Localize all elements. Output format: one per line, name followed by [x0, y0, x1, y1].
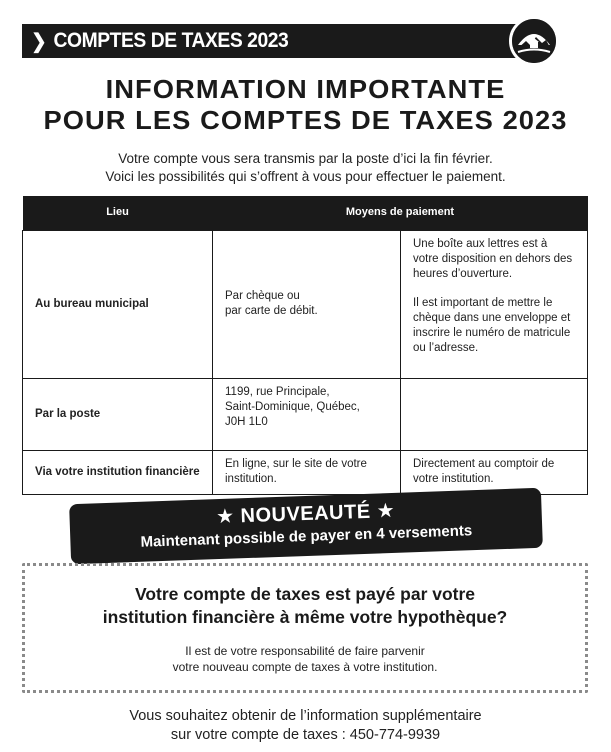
section-header-bar	[22, 24, 543, 58]
note-cell	[401, 378, 588, 450]
intro-line-2: Voici les possibilités qui s’offrent à vous pour effectuer le paiement.	[105, 169, 506, 184]
intro-text	[0, 150, 611, 186]
footer-phone-line: sur votre compte de taxes : 450-774-9939	[170, 727, 441, 743]
new-feature-banner	[69, 488, 543, 564]
contact-footer	[0, 707, 611, 745]
place-cell: Par la poste	[23, 378, 213, 450]
method-line: Par chèque ou	[225, 290, 300, 302]
section-title: COMPTES DE TAXES 2023	[53, 29, 289, 52]
table-row	[23, 378, 588, 450]
method-line: par carte de débit.	[225, 305, 318, 317]
table-row	[23, 450, 588, 494]
table-header-row	[23, 196, 588, 230]
place-cell: Via votre institution financière	[23, 450, 213, 494]
note-line: Il est de votre responsabilité de faire parvenir	[185, 644, 425, 658]
column-header-methods: Moyens de paiement	[213, 196, 588, 230]
method-cell: En ligne, sur le site de votre institution.	[213, 450, 401, 494]
banner-subtitle: Maintenant possible de payer en 4 versements	[140, 522, 473, 551]
note-line: votre nouveau compte de taxes à votre institution.	[172, 660, 438, 674]
payment-table	[22, 196, 588, 495]
page-title	[0, 74, 611, 136]
page-title-line-2: POUR LES COMPTES DE TAXES 2023	[43, 105, 568, 135]
address-line: 1199, rue Principale,	[225, 385, 330, 398]
address-line: Saint-Dominique, Québec,	[225, 400, 360, 413]
method-cell	[213, 230, 401, 378]
footer-line: Vous souhaitez obtenir de l’information supplémentaire	[129, 708, 482, 724]
logo-graphic	[512, 19, 556, 63]
mortgage-note	[25, 643, 585, 675]
table-row	[23, 230, 588, 378]
municipal-logo-icon	[509, 16, 559, 66]
chevron-right-icon: ❯	[31, 30, 47, 53]
question-line: Votre compte de taxes est payé par votre	[134, 584, 476, 604]
page-title-line-1: INFORMATION IMPORTANTE	[105, 74, 506, 104]
mortgage-info-box	[22, 563, 588, 693]
column-header-place: Lieu	[23, 196, 213, 230]
note-cell: Directement au comptoir de votre institution.	[401, 450, 588, 494]
mortgage-question	[25, 583, 585, 629]
banner-title: ★ NOUVEAUTÉ ★	[215, 499, 396, 529]
note-cell	[401, 230, 588, 378]
intro-line-1: Votre compte vous sera transmis par la poste d’ici la fin février.	[118, 151, 493, 166]
address-line: J0H 1L0	[225, 415, 268, 428]
note-paragraph: Il est important de mettre le chèque dans une enveloppe et inscrire le numéro de matricule ou l’adresse.	[413, 296, 571, 354]
method-cell	[213, 378, 401, 450]
place-cell: Au bureau municipal	[23, 230, 213, 378]
question-line: institution financière à même votre hypothèque?	[102, 607, 508, 627]
note-paragraph: Une boîte aux lettres est à votre disposition en dehors des heures d’ouverture.	[413, 237, 573, 280]
